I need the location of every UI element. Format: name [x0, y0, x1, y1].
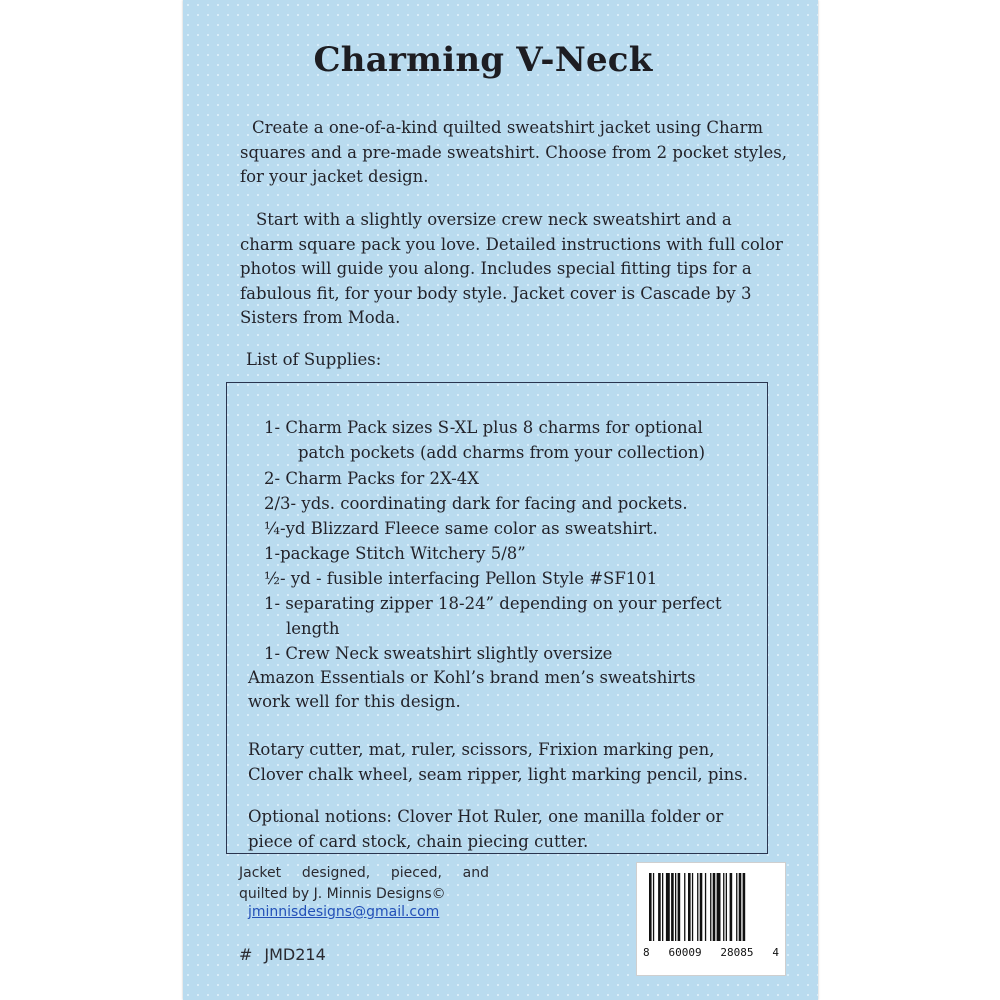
supply-item: Amazon Essentials or Kohl’s brand men’s sweatshirts	[248, 668, 696, 687]
barcode-bar	[653, 873, 654, 941]
supply-item: length	[286, 619, 340, 638]
barcode-bar	[717, 873, 721, 941]
page-title: Charming V-Neck	[313, 40, 653, 80]
supply-item: 2- Charm Packs for 2X-4X	[264, 469, 479, 488]
barcode-bar	[675, 873, 676, 941]
barcode-bar	[649, 873, 652, 941]
barcode-bar	[710, 873, 711, 941]
barcode-bar	[671, 873, 674, 941]
supply-item: ½- yd - fusible interfacing Pellon Style #SF101	[264, 569, 658, 588]
barcode-check-digit: 4	[772, 946, 779, 959]
barcode-right-group: 28085	[720, 946, 754, 959]
barcode-bar	[726, 873, 727, 941]
barcode-bar	[688, 873, 691, 941]
barcode-bar	[692, 873, 693, 941]
pattern-number-hash: #	[239, 945, 253, 964]
barcode-bar	[684, 873, 685, 941]
barcode-bars	[647, 873, 775, 941]
tools-list: Rotary cutter, mat, ruler, scissors, Frixion marking pen, Clover chalk wheel, seam ripper, light marking pencil, pins.	[248, 740, 749, 784]
barcode-bar	[736, 873, 737, 941]
barcode-bar	[658, 873, 661, 941]
pattern-number	[239, 945, 326, 964]
barcode-digits	[643, 946, 779, 959]
barcode-bar	[666, 873, 670, 941]
supply-item: patch pockets (add charms from your collection)	[298, 443, 706, 462]
barcode-bar	[743, 873, 746, 941]
barcode-bar	[739, 873, 742, 941]
supply-item: 1-package Stitch Witchery 5/8”	[264, 544, 526, 563]
designer-credit: Jacket designed, pieced, and quilted by J. Minnis Designs©	[239, 865, 489, 902]
barcode-bar	[678, 873, 681, 941]
supply-item: ¼-yd Blizzard Fleece same color as sweatshirt.	[264, 519, 658, 538]
barcode-bar	[713, 873, 716, 941]
barcode-bar	[730, 873, 733, 941]
supply-item: work well for this design.	[248, 692, 461, 711]
supply-item: 1- Charm Pack sizes S-XL plus 8 charms for optional	[264, 418, 703, 437]
barcode-bar	[705, 873, 706, 941]
barcode-bar	[697, 873, 698, 941]
barcode	[636, 862, 786, 976]
supplies-heading: List of Supplies:	[246, 350, 382, 369]
barcode-bar	[700, 873, 703, 941]
barcode-left-group: 60009	[668, 946, 702, 959]
supply-item: 2/3- yds. coordinating dark for facing and pockets.	[264, 494, 688, 513]
pattern-number-value: JMD214	[264, 945, 326, 964]
supply-item: 1- separating zipper 18-24” depending on your perfect	[264, 594, 722, 613]
intro-paragraph-1: Create a one-of-a-kind quilted sweatshirt jacket using Charm squares and a pre-made sweatshirt. Choose from 2 pocket styles, for your jacket design.	[240, 118, 787, 186]
intro-paragraph-2: Start with a slightly oversize crew neck sweatshirt and a charm square pack you love. Detailed instructions with full color photos will guide you along. Includes special fitting tips for a fabulous fit, for your body style. Jacket cover is Cascade by 3 Sisters from Moda.	[240, 210, 783, 327]
supply-item: 1- Crew Neck sweatshirt slightly oversize	[264, 644, 613, 663]
barcode-bar	[723, 873, 724, 941]
optional-notions: Optional notions: Clover Hot Ruler, one manilla folder or piece of card stock, chain piecing cutter.	[248, 807, 724, 851]
barcode-first-digit: 8	[643, 946, 650, 959]
barcode-bar	[662, 873, 663, 941]
designer-email-link[interactable]: jminnisdesigns@gmail.com	[248, 904, 440, 920]
